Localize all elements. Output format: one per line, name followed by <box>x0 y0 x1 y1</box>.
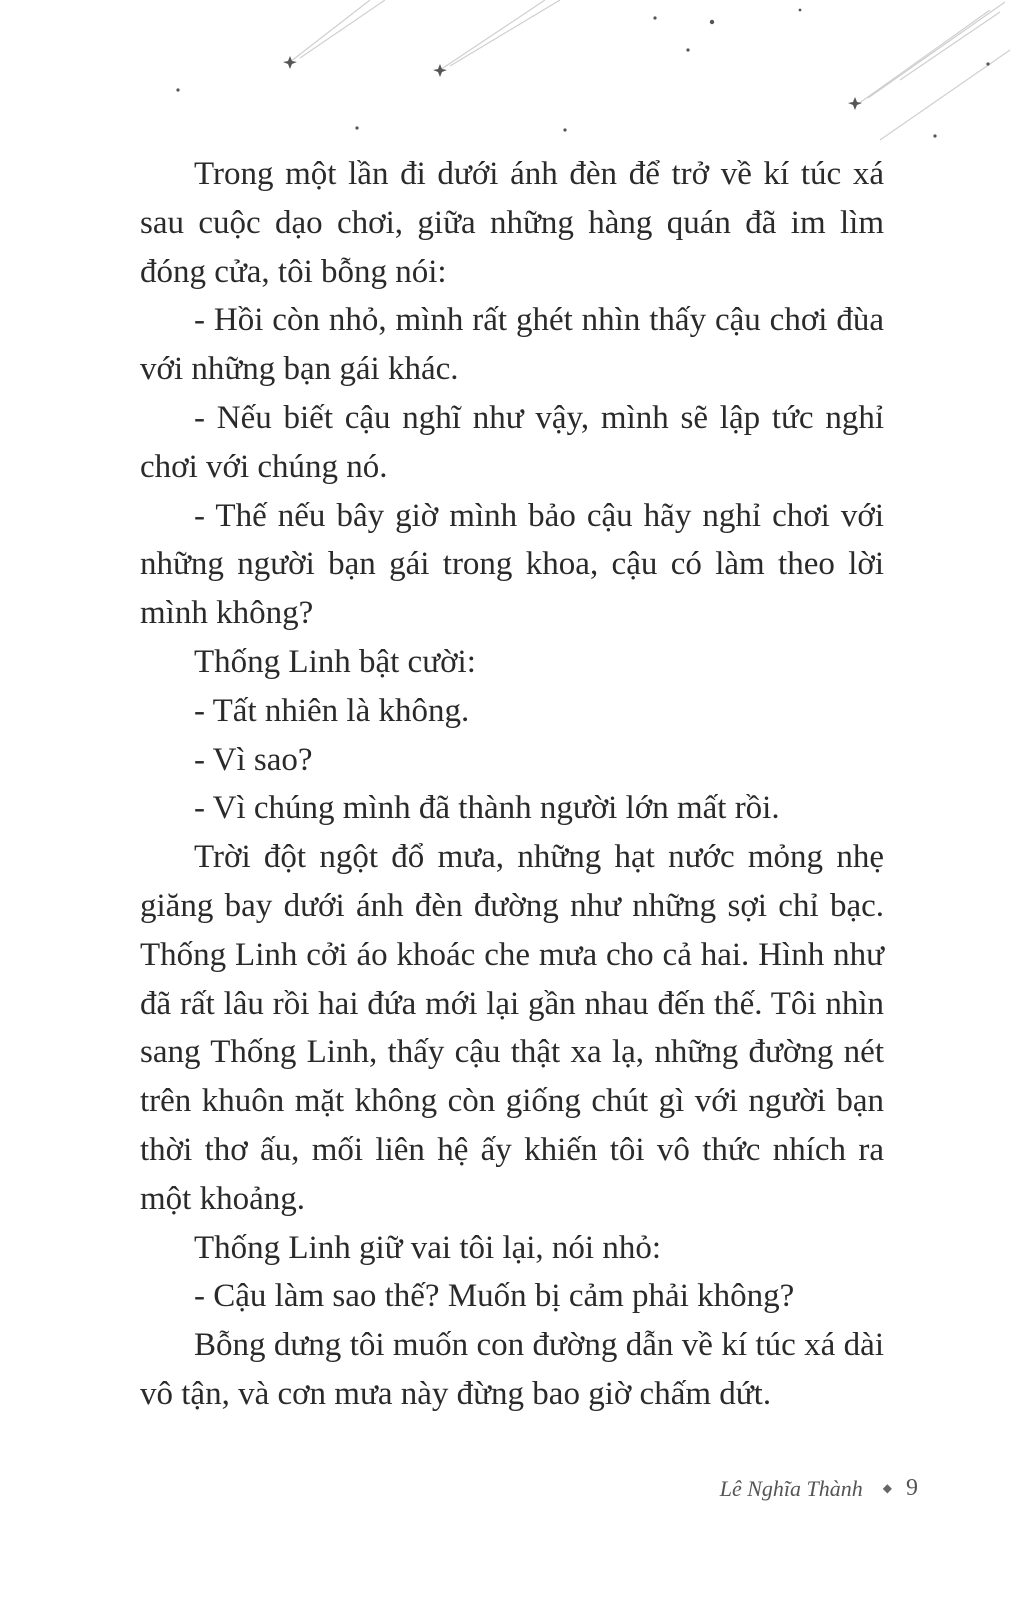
shooting-star-streak <box>300 0 385 58</box>
story-text <box>140 150 884 1419</box>
star-dot-icon <box>686 48 689 51</box>
dialogue-line: - Thế nếu bây giờ mình bảo cậu hãy nghỉ chơi với những người bạn gái trong khoa, cậu có làm theo lời mình không? <box>140 497 884 632</box>
dialogue-line: - Cậu làm sao thế? Muốn bị cảm phải không? <box>194 1278 795 1315</box>
shooting-star-streak <box>440 0 545 70</box>
star-icon <box>848 97 862 110</box>
star-dot-icon <box>710 20 714 24</box>
star-dot-icon <box>799 9 802 12</box>
dialogue-line: - Hồi còn nhỏ, mình rất ghét nhìn thấy cậu chơi đùa với những bạn gái khác. <box>140 302 884 388</box>
author-name: Lê Nghĩa Thành <box>719 1475 863 1501</box>
shooting-star-streak <box>290 0 370 62</box>
star-dot-icon <box>355 126 358 129</box>
paragraph: Trời đột ngột đổ mưa, những hạt nước mỏng nhẹ giăng bay dưới ánh đèn đường như những sợi chỉ bạc. Thống Linh cởi áo khoác che mưa cho cả hai. Hình như đã rất lâu rồi hai đứa mới lại gần nhau đến thế. Tôi nhìn sang Thống Linh, thấy cậu thật xa lạ, những đường nét trên khuôn mặt không còn giống chút gì với người bạn thời thơ ấu, mối liên hệ ấy khiến tôi vô thức nhích ra một khoảng. <box>140 839 884 1217</box>
shooting-star-streak <box>868 2 1005 98</box>
paragraph: Trong một lần đi dưới ánh đèn để trở về kí túc xá sau cuộc dạo chơi, giữa những hàng quán đã im lìm đóng cửa, tôi bỗng nói: <box>140 156 884 290</box>
shooting-star-streak <box>450 0 560 66</box>
paragraph: Thống Linh bật cười: <box>194 643 476 680</box>
star-dot-icon <box>933 134 936 137</box>
paragraph: Bỗng dưng tôi muốn con đường dẫn về kí túc xá dài vô tận, và cơn mưa này đừng bao giờ chấm dứt. <box>140 1327 884 1412</box>
dialogue-line: - Vì chúng mình đã thành người lớn mất rồi. <box>194 790 780 827</box>
star-dot-icon <box>653 16 656 19</box>
shooting-star-streak <box>900 12 1000 80</box>
star-icon <box>433 64 447 77</box>
shooting-star-streak <box>880 50 1010 140</box>
page-number: 9 <box>906 1475 918 1501</box>
page-footer <box>720 1475 918 1502</box>
dialogue-line: - Vì sao? <box>194 741 313 778</box>
dialogue-line: - Tất nhiên là không. <box>194 692 470 729</box>
shooting-star-streak <box>858 10 990 104</box>
diamond-separator-icon: ◆ <box>882 1481 892 1495</box>
shooting-stars-decoration <box>0 0 1024 160</box>
star-dot-icon <box>986 62 989 65</box>
star-dot-icon <box>563 128 566 131</box>
paragraph: Thống Linh giữ vai tôi lại, nói nhỏ: <box>194 1229 662 1266</box>
star-dot-icon <box>176 88 179 91</box>
dialogue-line: - Nếu biết cậu nghĩ như vậy, mình sẽ lập tức nghỉ chơi với chúng nó. <box>140 399 884 485</box>
